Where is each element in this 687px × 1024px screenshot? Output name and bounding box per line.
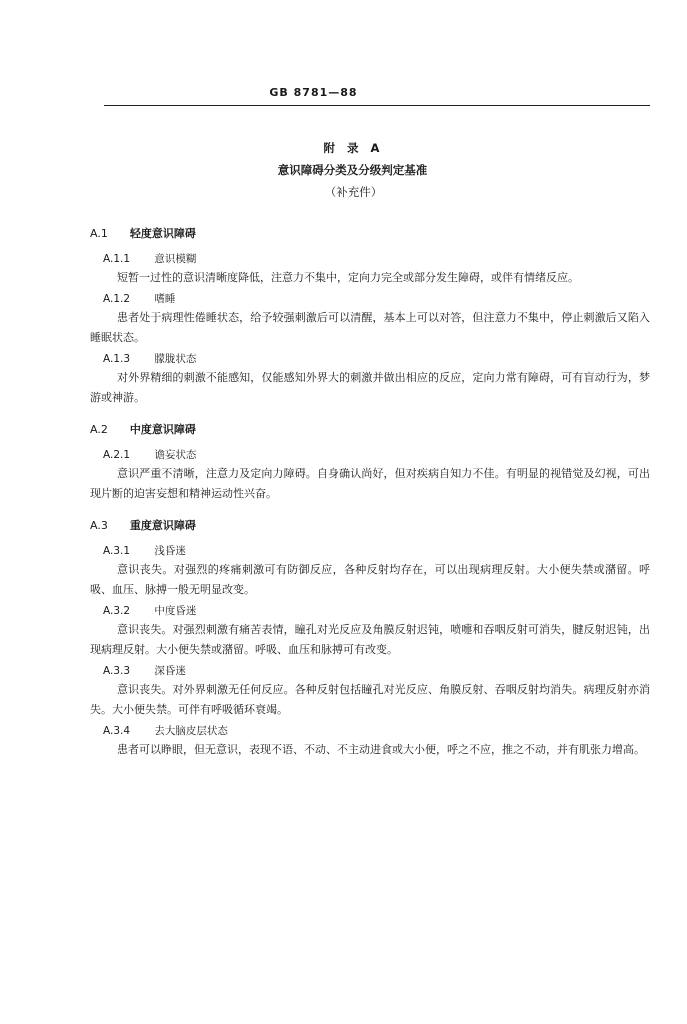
section-heading [90, 420, 650, 440]
annex-subtitle: 意识障碍分类及分级判定基准 [277, 163, 428, 177]
section-title: 重度意识障碍 [129, 518, 196, 532]
subsection-number: A.1.3 [103, 352, 131, 365]
paragraph: 意识严重不清晰，注意力及定向力障碍。自身确认尚好，但对疾病自知力不佳。有明显的视错觉及幻视，可出现片断的迫害妄想和精神运动性兴奋。 [90, 466, 650, 500]
document-body [90, 222, 650, 761]
paragraph: 意识丧失。对强烈刺激有痛苦表情，瞳孔对光反应及角膜反射迟钝，喷嚏和吞咽反射可消失，腱反射迟钝，出现病理反射。大小便失禁或潴留。呼吸、血压和脉搏可有改变。 [90, 622, 650, 656]
subsection-title: 谵妄状态 [154, 448, 197, 461]
subsection-number: A.1.1 [103, 253, 131, 265]
subsection-title: 深昏迷 [154, 664, 186, 677]
section-heading [90, 516, 650, 536]
subsection-number: A.1.2 [103, 292, 131, 305]
subsection-title: 去大脑皮层状态 [154, 724, 228, 737]
header-rule [104, 105, 650, 106]
subsection-heading [90, 350, 650, 368]
paragraph: 对外界精细的刺激不能感知，仅能感知外界大的刺激并做出相应的反应，定向力常有障碍，可有盲动行为，梦游或神游。 [90, 370, 650, 404]
section-title: 轻度意识障碍 [129, 227, 196, 240]
subsection-title: 浅昏迷 [154, 544, 186, 557]
subsection-title: 意识模糊 [154, 253, 197, 265]
spacer [90, 410, 650, 418]
paragraph: 患者处于病理性倦睡状态，给予较强刺激后可以清醒，基本上可以对答，但注意力不集中，停止刺激后又陷入睡眠状态。 [90, 310, 650, 344]
section-heading [90, 224, 650, 244]
annex-title: 附 录 A [323, 141, 384, 155]
subsection-heading [90, 722, 650, 740]
subsection-number: A.3.4 [103, 724, 131, 737]
subsection-heading [90, 602, 650, 620]
section-number: A.2 [90, 422, 108, 436]
spacer [90, 506, 650, 514]
section-title: 中度意识障碍 [129, 422, 196, 436]
annex-title-block [0, 137, 687, 203]
paragraph: 意识丧失。对强烈的疼痛刺激可有防御反应，各种反射均存在，可以出现病理反射。大小便失禁或潴留。呼吸、血压、脉搏一般无明显改变。 [90, 562, 650, 596]
subsection-heading [90, 446, 650, 464]
subsection-title: 嗜睡 [154, 292, 176, 305]
subsection-number: A.3.3 [103, 664, 131, 677]
paragraph: 患者可以睁眼，但无意识，表现不语、不动、不主动进食或大小便，呼之不应，推之不动，并有肌张力增高。 [117, 742, 645, 756]
subsection-title: 中度昏迷 [154, 604, 197, 617]
standard-code: GB 8781—88 [269, 86, 358, 99]
subsection-heading [90, 662, 650, 680]
annex-note: （补充件） [324, 185, 383, 199]
subsection-number: A.3.1 [103, 544, 131, 557]
subsection-number: A.2.1 [103, 448, 131, 461]
subsection-title: 朦胧状态 [154, 352, 197, 365]
subsection-heading [90, 290, 650, 308]
subsection-number: A.3.2 [103, 604, 131, 617]
section-number: A.3 [90, 518, 108, 532]
subsection-heading [90, 542, 650, 560]
paragraph: 意识丧失。对外界刺激无任何反应。各种反射包括瞳孔对光反应、角膜反射、吞咽反射均消失。病理反射亦消失。大小便失禁。可伴有呼吸循环衰竭。 [90, 682, 650, 716]
subsection-heading [90, 250, 650, 268]
section-number: A.1 [90, 227, 108, 240]
paragraph: 短暂一过性的意识清晰度降低，注意力不集中，定向力完全或部分发生障碍，或伴有情绪反应。 [117, 271, 579, 284]
